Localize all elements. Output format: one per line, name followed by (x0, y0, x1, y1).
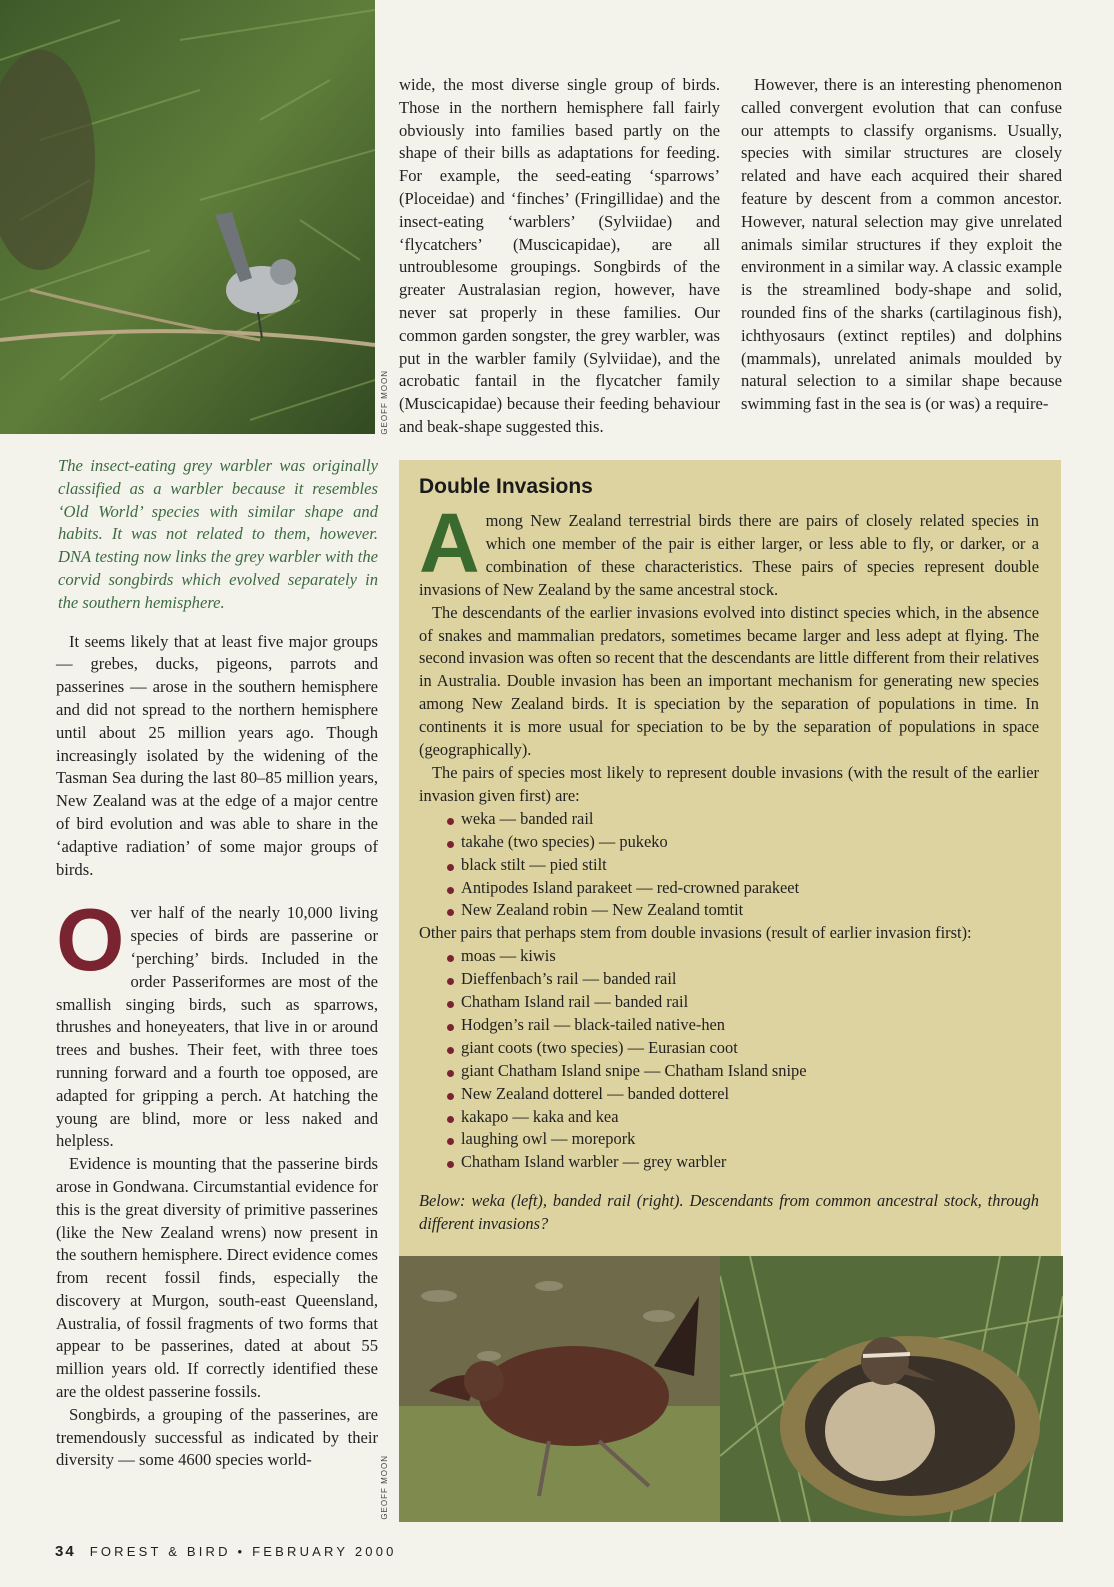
list-item: Chatham Island rail — banded rail (447, 991, 1039, 1014)
box-para-2: The descendants of the earlier invasions evolved into distinct species which, in the absence of snakes and mammalian predators, sometimes became larger and less adept at flying. The second invasion was often so recent that the descendants are little different from their relatives in Australia. Double invasion has been an important mechanism for generating new species among New Zealand birds. It is speciation by the separation of populations in time. In continents it is more usual for speciation to be by the separation of populations in space (geographically). (419, 602, 1039, 760)
list-item: New Zealand robin — New Zealand tomtit (447, 899, 1039, 922)
bullet-icon (447, 1047, 454, 1054)
publication-info: FOREST & BIRD • FEBRUARY 2000 (89, 1544, 397, 1559)
photo-credit-warbler: GEOFF MOON (380, 370, 389, 435)
list-item: kakapo — kaka and kea (447, 1106, 1039, 1129)
left-dropcap-paragraph (56, 890, 378, 1153)
box-para-4: Other pairs that perhaps stem from double invasions (result of earlier invasion first): (419, 923, 972, 943)
weka-photo (399, 1256, 720, 1522)
list-item: New Zealand dotterel — banded dotterel (447, 1083, 1039, 1106)
bullet-icon (447, 1070, 454, 1077)
bullet-icon (447, 1138, 454, 1145)
list-item: takahe (two species) — pukeko (447, 831, 1039, 854)
species-list-1 (419, 808, 1039, 923)
list-item: giant coots (two species) — Eurasian coot (447, 1037, 1039, 1060)
box-para-3: The pairs of species most likely to represent double invasions (with the result of the earlier invasion given first) are: (419, 762, 1039, 805)
list-item: moas — kiwis (447, 945, 1039, 968)
list-item: laughing owl — morepork (447, 1128, 1039, 1151)
page-number: 34 (55, 1543, 76, 1560)
list-item: black stilt — pied stilt (447, 854, 1039, 877)
list-item: weka — banded rail (447, 808, 1039, 831)
box-title: Double Invasions (419, 475, 593, 498)
bullet-icon (447, 841, 454, 848)
bullet-icon (447, 818, 454, 825)
grey-warbler-photo (0, 0, 375, 434)
box-dropcap-paragraph (419, 496, 1039, 602)
bullet-icon (447, 1116, 454, 1123)
warbler-caption: The insect-eating grey warbler was originally classified as a warbler because it resembles ‘Old World’ species with similar shape and habits. It was not related to them, however. DNA testing now links the grey warbler with the corvid songbirds which evolved separately in the southern hemisphere. (58, 456, 378, 612)
right-para-1: However, there is an interesting phenomenon called convergent evolution that can confuse our attempts to classify organisms. Usually, species with similar structures are closely related and have each acquired their shared feature by descent from a common ancestor. However, natural selection may give unrelated animals similar structures if they exploit the environment in a similar way. A classic example is the streamlined body-shape and solid, rounded fins of the sharks (cartilaginous fish), ichthyosaurs (extinct reptiles) and dolphins (mammals), unrelated animals moulded by natural selection to a similar shape because swimming fast in the sea is (or was) a require- (741, 75, 1062, 414)
left-para-3: Evidence is mounting that the passerine birds arose in Gondwana. Circumstantial evidence for this is the great diversity of primitive passerines (like the New Zealand wrens) now present in the southern hemisphere. Direct evidence comes from recent fossil finds, especially the discovery at Murgon, south-east Queensland, Australia, of fossil fragments of two forms that appear to be passerines, dated at about 55 million years old. If correctly identified these are the oldest passerine fossils. (56, 1154, 378, 1402)
bullet-icon (447, 1093, 454, 1100)
bullet-icon (447, 1161, 454, 1168)
middle-para-1: wide, the most diverse single group of birds. Those in the northern hemisphere fall fairly obviously into families based partly on the shape of their bills as adaptations for feeding. For example, the seed-eating ‘sparrows’ (Ploceidae) and ‘finches’ (Fringillidae) and the insect-eating ‘warblers’ (Sylviidae) and ‘flycatchers’ (Muscicapidae), are all untroublesome groupings. Songbirds of the greater Australasian region, however, have never sat properly in these families. Our common garden songster, the grey warbler, was put in the warbler family (Sylviidae), and the acrobatic fantail in the flycatcher family (Muscicapidae) because their feeding behaviour and beak-shape suggested this. (399, 75, 720, 436)
bullet-icon (447, 909, 454, 916)
list-item: Hodgen’s rail — black-tailed native-hen (447, 1014, 1039, 1037)
dropcap-a: A (419, 496, 480, 590)
list-item: Dieffenbach’s rail — banded rail (447, 968, 1039, 991)
banded-rail-photo (720, 1256, 1063, 1522)
left-para-4: Songbirds, a grouping of the passerines, are tremendously successful as indicated by their diversity — some 4600 species world- (56, 1404, 378, 1470)
bullet-icon (447, 864, 454, 871)
list-item: Chatham Island warbler — grey warbler (447, 1151, 1039, 1174)
left-para-1: It seems likely that at least five major groups — grebes, ducks, pigeons, parrots and passerines — arose in the southern hemisphere and did not spread to the northern hemisphere until about 25 million years ago. Though increasingly isolated by the widening of the Tasman Sea during the last 80–85 million years, New Zealand was at the edge of a major centre of bird evolution and was able to share in the ‘adaptive radiation’ of some major groups of birds. (56, 631, 378, 879)
photo-credit-rails: GEOFF MOON (380, 1455, 389, 1520)
dropcap-o: O (56, 890, 125, 990)
list-item: giant Chatham Island snipe — Chatham Island snipe (447, 1060, 1039, 1083)
list-item: Antipodes Island parakeet — red-crowned parakeet (447, 877, 1039, 900)
page-footer (55, 1543, 397, 1560)
species-list-2 (419, 945, 1039, 1174)
box-para-1: mong New Zealand terrestrial birds there are pairs of closely related species in which one member of the pair is either larger, or less able to fly, or darker, or a combination of these characteristics. These pairs of species represent double invasions of New Zealand by the same ancestral stock. (419, 511, 1039, 599)
right-column (741, 74, 1062, 416)
bullet-icon (447, 955, 454, 962)
middle-column (399, 74, 720, 439)
bullet-icon (447, 887, 454, 894)
left-para-2: ver half of the nearly 10,000 living species of birds are passerine or ‘perching’ birds. Included in the order Passeriformes are most of the smallish singing birds, such as sparrows, thrushes and honeyeaters, that live in or around trees and bushes. Their feet, with three toes running forward and a fourth toe opposed, are adapted for gripping a perch. At hatching the young are blind, more or less naked and helpless. (56, 903, 378, 1151)
bullet-icon (447, 1024, 454, 1031)
rails-caption: Below: weka (left), banded rail (right). Descendants from common ancestral stock, through different invasions? (419, 1191, 1039, 1234)
left-column (56, 455, 378, 1472)
bullet-icon (447, 1001, 454, 1008)
bullet-icon (447, 978, 454, 985)
